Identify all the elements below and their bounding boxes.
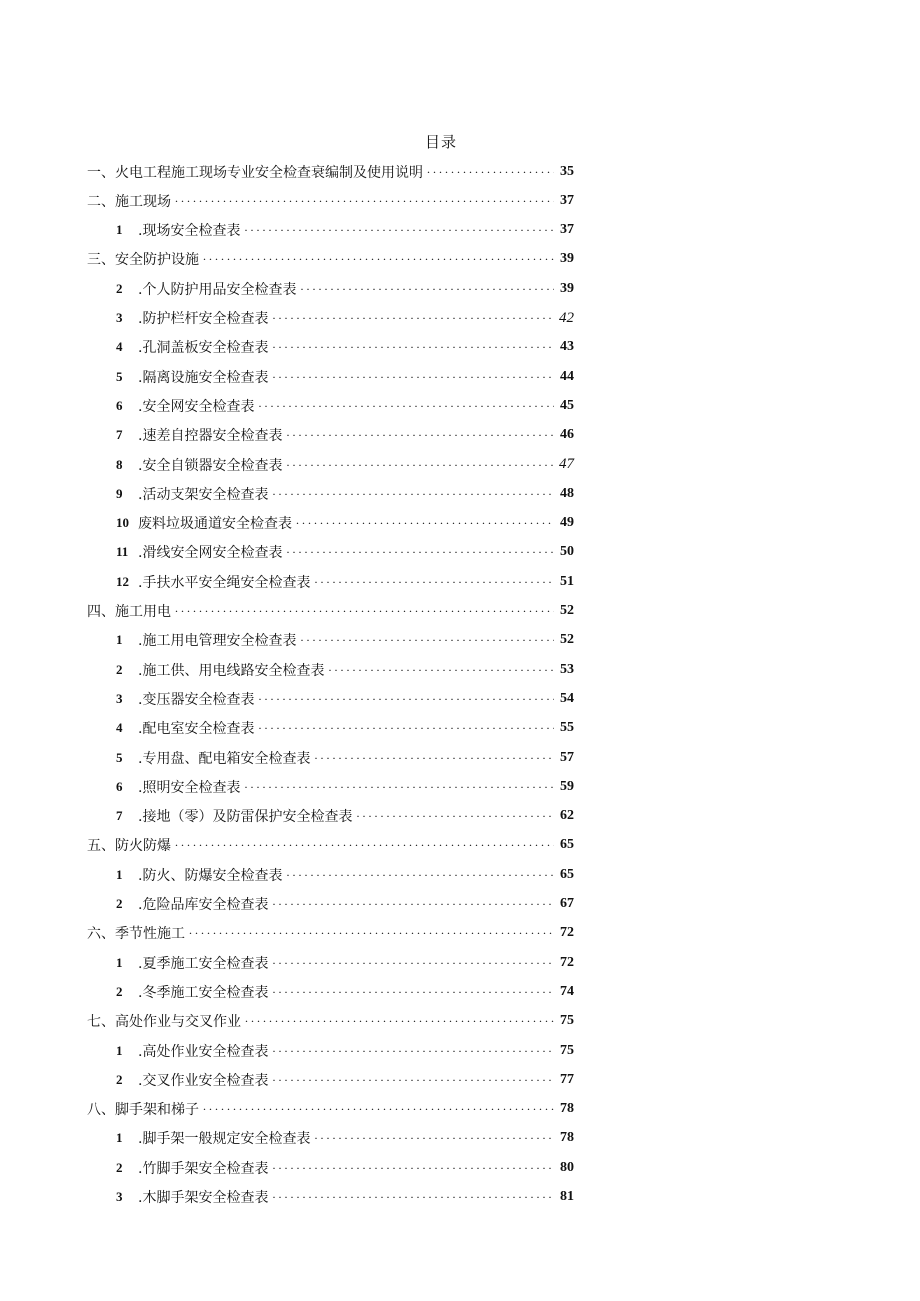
toc-page-number: 44	[560, 368, 574, 384]
toc-entry-title: .危险品库安全检查表	[138, 897, 269, 913]
toc-entry-title: .竹脚手架安全检查表	[138, 1160, 269, 1177]
toc-entry-number: 1	[116, 1130, 123, 1146]
toc-dot-leader	[203, 1102, 554, 1116]
toc-page-number: 75	[560, 1013, 574, 1029]
toc-entry-number: 1	[116, 1042, 123, 1058]
toc-entry-number: 8	[116, 456, 123, 472]
toc-dot-leader	[244, 780, 554, 794]
toc-page-number: 54	[560, 690, 574, 706]
toc-dot-leader	[356, 809, 554, 823]
toc-dot-leader	[314, 751, 554, 765]
toc-section-entry[interactable]	[87, 919, 574, 948]
toc-entry-number: 2	[116, 983, 123, 999]
toc-dot-leader	[427, 165, 554, 179]
toc-subsection-entry[interactable]	[116, 304, 574, 333]
toc-dot-leader	[272, 340, 554, 354]
toc-entry-title: .施工供、用电线路安全检查表	[138, 662, 325, 679]
toc-page-number: 46	[560, 427, 574, 443]
toc-entry-title: .高处作业安全检查表	[138, 1043, 269, 1060]
toc-page-number: 65	[560, 837, 574, 853]
toc-entry-title: .隔离设施安全检查表	[138, 369, 269, 386]
toc-page-number: 62	[560, 808, 574, 824]
toc-entry-number: 10	[116, 515, 129, 531]
toc-dot-leader	[272, 370, 554, 384]
toc-entry-title: .现场安全检查表	[138, 223, 241, 240]
toc-entry-number: 5	[116, 368, 123, 384]
toc-dot-leader	[272, 897, 554, 911]
toc-page-number: 72	[560, 954, 574, 970]
toc-subsection-entry[interactable]	[116, 890, 574, 919]
toc-page-number: 43	[560, 339, 574, 355]
toc-subsection-entry[interactable]	[116, 274, 574, 303]
toc-subsection-entry[interactable]	[116, 1065, 574, 1094]
toc-dot-leader	[272, 311, 554, 325]
toc-entry-title: .夏季施工安全检查表	[138, 955, 269, 972]
toc-subsection-entry[interactable]	[116, 860, 574, 889]
toc-entry-title: 七、高处作业与交叉作业	[87, 1014, 241, 1031]
toc-page-number: 51	[560, 573, 574, 589]
toc-page-number: 77	[560, 1071, 574, 1087]
toc-dot-leader	[203, 252, 554, 266]
toc-entry-title: .配电室安全检查表	[138, 721, 255, 738]
toc-entry-number: 7	[116, 808, 123, 824]
toc-entry-title: 三、安全防护设施	[87, 252, 199, 269]
toc-entry-title: .滑线安全网安全检查表	[138, 545, 283, 562]
toc-entry-title: .专用盘、配电箱安全检查表	[138, 750, 311, 767]
toc-page-number: 52	[560, 603, 574, 618]
toc-entry-title: 八、脚手架和梯子	[87, 1102, 199, 1119]
toc-entry-number: 3	[116, 690, 123, 706]
toc-entry-title: .安全自锁器安全检查表	[138, 457, 283, 474]
toc-subsection-entry[interactable]	[116, 1036, 574, 1065]
toc-entry-number: 1	[116, 632, 123, 648]
toc-entry-number: 6	[116, 778, 123, 794]
toc-entry-title: 一、火电工程施工现场专业安全检查衰编制及使用说明	[87, 164, 423, 181]
toc-entry-title: .施工用电管理安全检查表	[138, 633, 297, 650]
toc-subsection-entry[interactable]	[116, 626, 574, 655]
toc-entry-title: .脚手架一般规定安全检查表	[138, 1131, 311, 1148]
toc-subsection-entry[interactable]	[116, 655, 574, 684]
toc-page-number: 75	[560, 1042, 574, 1058]
toc-subsection-entry[interactable]	[116, 479, 574, 508]
toc-subsection-entry[interactable]	[116, 362, 574, 391]
toc-page-number: 81	[560, 1189, 574, 1204]
toc-entry-title: .变压器安全检查表	[138, 691, 255, 708]
toc-page-number: 55	[560, 720, 574, 736]
toc-entry-title: .孔洞盖板安全检查表	[138, 340, 269, 357]
toc-entry-number: 4	[116, 720, 123, 736]
toc-dot-leader	[286, 458, 554, 472]
toc-subsection-entry[interactable]	[116, 1124, 574, 1153]
toc-entry-title: .防护栏杆安全检查表	[138, 311, 269, 327]
toc-entry-title: 四、施工用电	[87, 604, 171, 620]
toc-dot-leader	[314, 1131, 554, 1145]
toc-entry-title: .照明安全检查表	[138, 779, 241, 796]
toc-entry-number: 6	[116, 397, 123, 413]
toc-entry-title: 二、施工现场	[87, 193, 171, 210]
toc-dot-leader	[300, 282, 554, 296]
toc-entry-title: .手扶水平安全绳安全检查表	[138, 574, 311, 591]
toc-page-number: 49	[560, 515, 574, 531]
toc-dot-leader	[258, 692, 554, 706]
toc-entry-title: .木脚手架安全检查表	[138, 1190, 269, 1206]
toc-dot-leader	[272, 487, 554, 501]
toc-dot-leader	[272, 985, 554, 999]
toc-entry-title: 五、防火防爆	[87, 838, 171, 855]
toc-entry-title: 废料垃圾通道安全检查表	[138, 516, 292, 533]
toc-dot-leader	[244, 223, 554, 237]
toc-page-number: 39	[560, 280, 574, 296]
toc-page-number: 35	[560, 163, 574, 179]
toc-entry-number: 2	[116, 1159, 123, 1175]
toc-page-number: 45	[560, 397, 574, 413]
toc-subsection-entry[interactable]	[116, 772, 574, 801]
toc-entry-title: .安全网安全检查表	[138, 398, 255, 415]
toc-dot-leader	[286, 868, 554, 882]
toc-dot-leader	[286, 428, 554, 442]
toc-subsection-entry[interactable]	[116, 538, 574, 567]
toc-subsection-entry[interactable]	[116, 567, 574, 596]
toc-entry-title: 六、季节性施工	[87, 926, 185, 943]
toc-dot-leader	[272, 1190, 554, 1204]
toc-page-number: 80	[560, 1159, 574, 1175]
toc-entry-number: 3	[116, 310, 123, 325]
toc-section-entry[interactable]	[87, 186, 574, 215]
toc-entry-number: 5	[116, 749, 123, 765]
toc-page-number: 42	[559, 309, 574, 326]
toc-page-number: 65	[560, 866, 574, 882]
toc-page-number: 67	[560, 896, 574, 911]
toc-dot-leader	[272, 1044, 554, 1058]
toc-entry-title: .交叉作业安全检查表	[138, 1072, 269, 1089]
toc-entry-title: .速差自控器安全检查表	[138, 428, 283, 445]
toc-dot-leader	[245, 1014, 554, 1028]
toc-page-number: 59	[560, 778, 574, 794]
toc-section-entry[interactable]	[87, 831, 574, 860]
toc-section-entry[interactable]	[87, 597, 574, 626]
toc-subsection-entry[interactable]	[116, 216, 574, 245]
toc-entry-number: 1	[116, 954, 123, 970]
toc-entry-number: 11	[116, 544, 129, 560]
toc-title: 目录	[424, 133, 457, 151]
toc-dot-leader	[175, 194, 554, 208]
toc-page-number: 50	[560, 544, 574, 560]
toc-subsection-entry[interactable]	[116, 1183, 574, 1212]
toc-entry-number: 12	[116, 573, 129, 589]
toc-subsection-entry[interactable]	[116, 684, 574, 713]
toc-dot-leader	[328, 663, 554, 677]
toc-dot-leader	[175, 838, 554, 852]
toc-entry-title: .个人防护用品安全检查表	[138, 281, 297, 298]
toc-subsection-entry[interactable]	[116, 421, 574, 450]
toc-page-number: 39	[560, 251, 574, 267]
toc-section-entry[interactable]	[87, 1007, 574, 1036]
toc-dot-leader	[314, 575, 554, 589]
toc-entry-number: 2	[116, 280, 123, 296]
toc-subsection-entry[interactable]	[116, 391, 574, 420]
toc-dot-leader	[272, 1073, 554, 1087]
toc-entry-number: 9	[116, 485, 123, 501]
toc-page-number: 53	[560, 661, 574, 677]
toc-page-number: 72	[560, 925, 574, 941]
toc-subsection-entry[interactable]	[116, 743, 574, 772]
toc-entry-number: 2	[116, 661, 123, 677]
toc-entry-title: .冬季施工安全检查表	[138, 984, 269, 1001]
toc-dot-leader	[296, 516, 554, 530]
toc-dot-leader	[258, 399, 554, 413]
toc-subsection-entry[interactable]	[116, 333, 574, 362]
toc-dot-leader	[286, 545, 554, 559]
toc-page-number: 78	[560, 1130, 574, 1146]
toc-page-number: 37	[560, 222, 574, 238]
toc-subsection-entry[interactable]	[116, 714, 574, 743]
toc-entry-number: 7	[116, 427, 123, 443]
toc-page-number: 52	[560, 632, 574, 648]
toc-dot-leader	[175, 604, 554, 618]
toc-page-number: 78	[560, 1101, 574, 1117]
toc-entry-number: 1	[116, 222, 123, 238]
toc-subsection-entry[interactable]	[116, 948, 574, 977]
toc-dot-leader	[272, 1161, 554, 1175]
toc-subsection-entry[interactable]	[116, 802, 574, 831]
toc-entry-number: 1	[116, 866, 123, 882]
toc-entry-title: .防火、防爆安全检查表	[138, 867, 283, 884]
toc-page-number: 74	[560, 983, 574, 999]
toc-section-entry[interactable]	[87, 157, 574, 186]
toc-section-entry[interactable]	[87, 1095, 574, 1124]
toc-dot-leader	[272, 956, 554, 970]
toc-dot-leader	[258, 721, 554, 735]
toc-dot-leader	[189, 926, 554, 940]
toc-subsection-entry[interactable]	[116, 1153, 574, 1182]
toc-subsection-entry[interactable]	[116, 450, 574, 479]
toc-entry-title: .活动支架安全检查表	[138, 486, 269, 503]
toc-entry-title: .接地（零）及防雷保护安全检查表	[138, 809, 353, 826]
toc-section-entry[interactable]	[87, 245, 574, 274]
toc-entry-number: 4	[116, 339, 123, 355]
toc-subsection-entry[interactable]	[116, 977, 574, 1006]
toc-subsection-entry[interactable]	[116, 509, 574, 538]
toc-entry-number: 3	[116, 1189, 123, 1204]
toc-entry-number: 2	[116, 896, 123, 911]
toc-page-number: 37	[560, 192, 574, 208]
toc-page-number: 47	[559, 456, 574, 472]
toc-page-number: 48	[560, 485, 574, 501]
toc-dot-leader	[300, 633, 554, 647]
toc-page-number: 57	[560, 749, 574, 765]
toc-entry-number: 2	[116, 1071, 123, 1087]
